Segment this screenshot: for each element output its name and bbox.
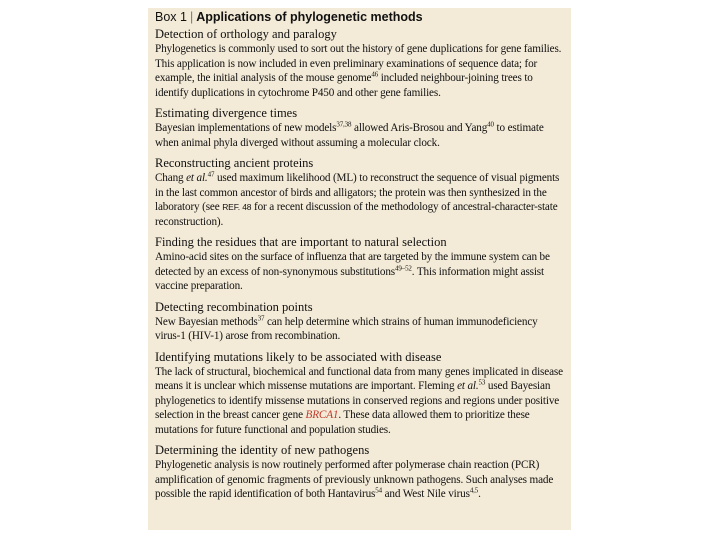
body-text: for a recent discussion of the methodology of ancestral-character-state reconstruction). <box>155 201 558 228</box>
section-body <box>155 171 565 229</box>
et-al: et al. <box>457 380 479 392</box>
citation: 37,38 <box>336 120 352 129</box>
citation: 47 <box>207 170 215 179</box>
section-recombination <box>155 300 565 344</box>
box-label: Box 1 <box>155 10 187 24</box>
section-title: Reconstructing ancient proteins <box>155 156 314 170</box>
body-text: used maximum likelihood (ML) to reconstruct the sequence of visual pigments in the last common ancestor of birds and alligators; the protein was then synthesized in the laboratory (see <box>155 172 560 213</box>
section-orthology <box>155 27 565 100</box>
section-natural-selection <box>155 235 565 294</box>
section-body <box>155 365 565 438</box>
citation: 53 <box>478 378 486 387</box>
section-divergence <box>155 106 565 150</box>
section-body <box>155 42 565 100</box>
box-title: Applications of phylogenetic methods <box>196 10 423 24</box>
body-text: The lack of structural, biochemical and functional data from many genes implicated in disease means it is unclear which missense mutations are important. Fleming <box>155 365 563 392</box>
body-text: . These data allowed them to prioritize these mutations for future functional and population studies. <box>155 409 530 436</box>
body-text: . This information might assist vaccine preparation. <box>155 265 544 292</box>
citation: 37 <box>257 313 265 322</box>
citation: 4,5 <box>469 486 479 495</box>
section-pathogens <box>155 443 565 502</box>
section-body <box>155 458 565 502</box>
citation: 46 <box>371 70 379 79</box>
section-body <box>155 121 565 150</box>
section-title: Estimating divergence times <box>155 106 298 120</box>
et-al: et al. <box>186 172 208 184</box>
section-title: Detecting recombination points <box>155 299 313 314</box>
section-title: Detection of orthology and paralogy <box>155 27 337 41</box>
body-text: Bayesian implementations of new models <box>155 122 337 134</box>
section-title: Identifying mutations likely to be associated with disease <box>155 349 442 364</box>
body-text: allowed Aris-Brosou and Yang <box>351 122 488 134</box>
body-text: used Bayesian phylogenetics to identify missense mutations in conserved regions and regions under positive selection in the breast cancer gene <box>155 380 560 421</box>
section-body <box>155 250 565 294</box>
ref-link[interactable]: REF. 48 <box>222 202 252 212</box>
body-text: can help determine which strains of human immunodeficiency virus-1 (HIV-1) arose from recombination. <box>155 315 538 342</box>
section-title: Determining the identity of new pathogens <box>155 443 370 457</box>
section-body <box>155 315 565 344</box>
section-ancient-proteins <box>155 156 565 229</box>
gene-name: BRCA1 <box>305 409 339 421</box>
section-title: Finding the residues that are important to natural selection <box>155 235 447 249</box>
citation: 40 <box>487 120 494 129</box>
body-text: Phylogenetics is commonly used to sort out the history of gene duplications for gene families. This application is now included in even preliminary examinations of sequence data; for example, the initial analysis of the mouse genome <box>155 43 562 84</box>
citation: 49–52 <box>395 263 412 272</box>
body-text: Amino-acid sites on the surface of influenza that are targeted by the immune system can be detected by an excess of non-synonymous substitutions <box>155 251 550 278</box>
body-text: included neighbour-joining trees to identify duplications in cytochrome P450 and other gene families. <box>155 72 533 99</box>
body-text: to estimate when animal phyla diverged without assuming a molecular clock. <box>155 122 544 149</box>
box-panel <box>148 8 571 530</box>
section-disease-mutations <box>155 350 565 438</box>
body-text: Chang <box>155 172 187 184</box>
box-separator: | <box>189 10 194 24</box>
body-text: . <box>478 488 481 500</box>
body-text: New Bayesian methods <box>155 315 258 328</box>
citation: 54 <box>375 486 382 495</box>
box-header <box>155 9 565 25</box>
body-text: and West Nile virus <box>381 488 470 500</box>
body-text: Phylogenetic analysis is now routinely performed after polymerase chain reaction (PCR) amplification of genomic fragments of previously unknown pathogens. Such analyses made possible the rapid identification of both Hantavirus <box>155 459 554 500</box>
